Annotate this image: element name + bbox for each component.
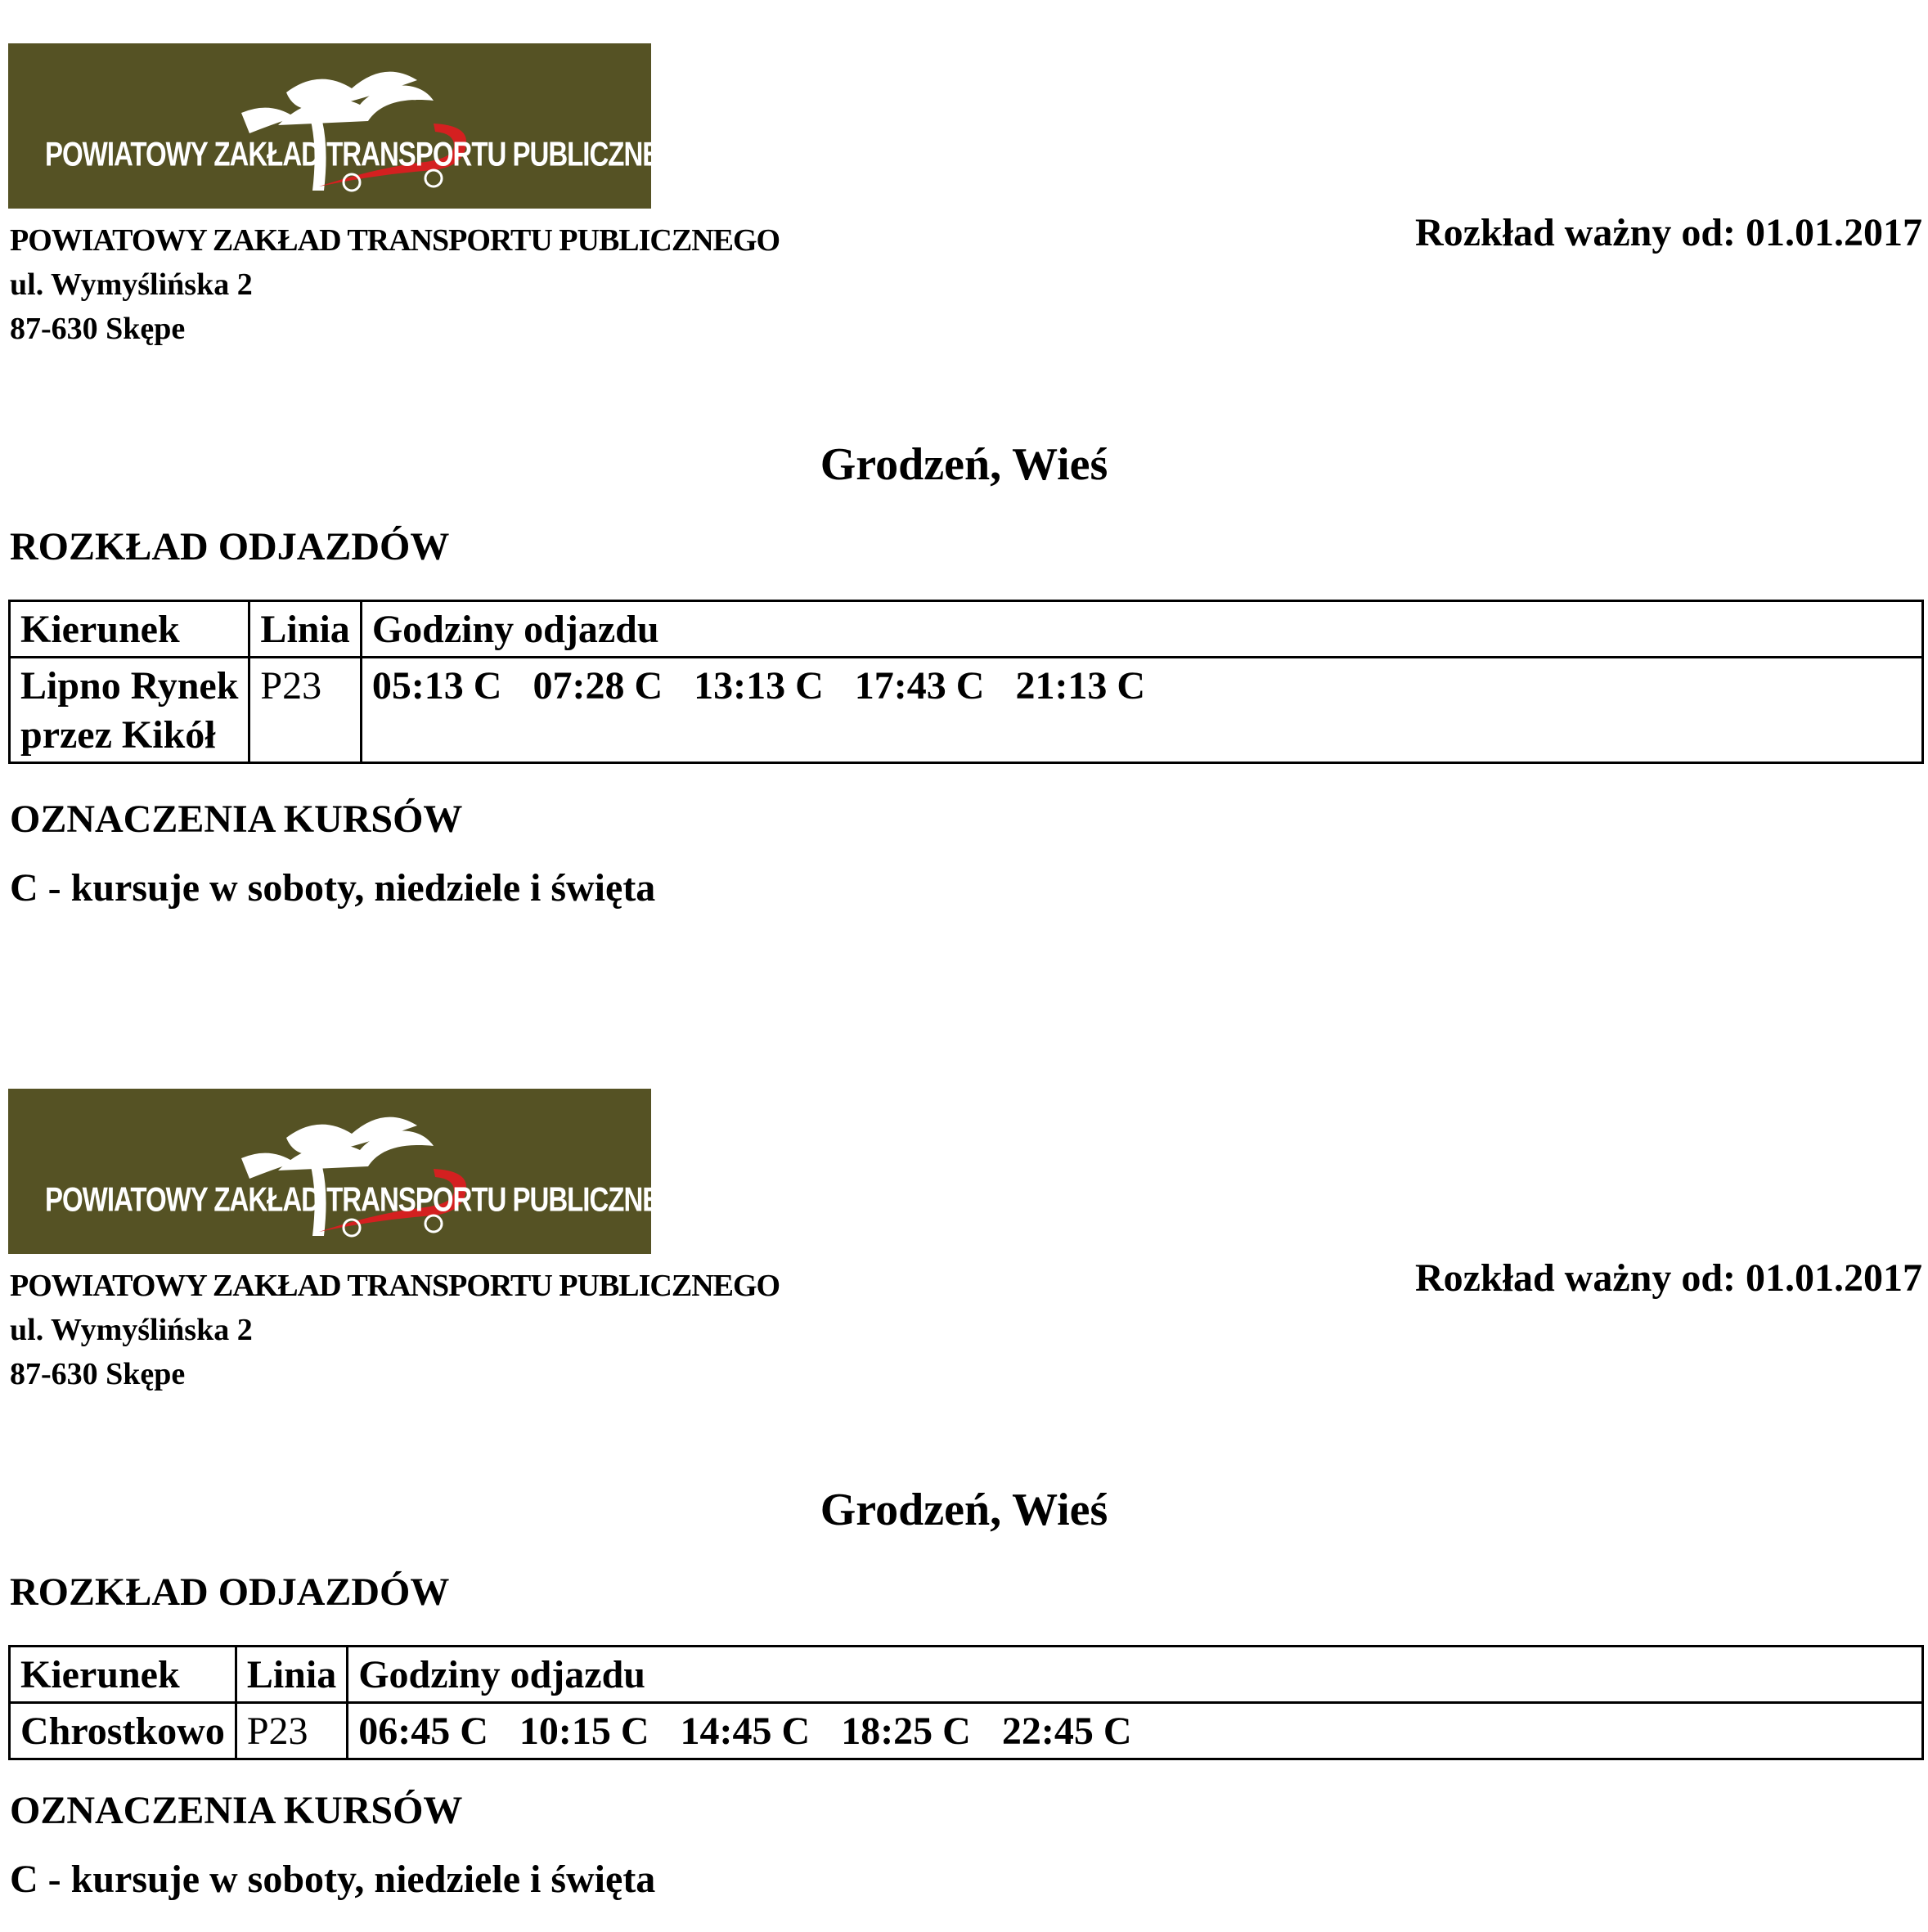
times-cell [361, 658, 1922, 763]
valid-from: Rozkład ważny od: 01.01.2017 [1414, 211, 1922, 254]
logo-text: POWIATOWY ZAKŁAD TRANSPORTU PUBLICZNEGO [45, 135, 700, 173]
departure-time: 13:13 C [694, 664, 824, 708]
departure-time: 05:13 C [371, 664, 502, 708]
direction-line-1: Lipno Rynek [20, 664, 239, 708]
mark-legend: C - kursuje w soboty, niedziele i święta [10, 866, 656, 910]
header-direction: Kierunek [10, 601, 249, 658]
header-line: Linia [249, 601, 361, 658]
stop-name: Grodzeń, Wieś [820, 439, 1108, 490]
company-street: ul. Wymyślińska 2 [10, 1313, 253, 1347]
header-times: Godziny odjazdu [348, 1647, 1923, 1703]
company-logo [8, 43, 700, 209]
tree-icon [8, 1089, 700, 1254]
table-row [10, 1703, 1923, 1759]
schedule-title: ROZKŁAD ODJAZDÓW [10, 525, 450, 568]
line-cell: P23 [249, 658, 361, 763]
company-street: ul. Wymyślińska 2 [10, 267, 253, 302]
table-header-row [10, 1647, 1923, 1703]
times-cell [348, 1703, 1923, 1759]
departure-time: 14:45 C [680, 1710, 811, 1753]
table-header-row [10, 601, 1923, 658]
mark-legend: C - kursuje w soboty, niedziele i święta [10, 1858, 656, 1901]
departure-time: 07:28 C [533, 664, 663, 708]
departures-table [8, 1645, 1924, 1760]
departure-time: 06:45 C [358, 1710, 488, 1753]
company-city: 87-630 Skępe [10, 312, 186, 346]
direction-cell [10, 658, 249, 763]
departure-time: 22:45 C [1001, 1710, 1132, 1753]
company-city: 87-630 Skępe [10, 1357, 186, 1391]
departure-time: 17:43 C [854, 664, 985, 708]
header-times: Godziny odjazdu [361, 601, 1922, 658]
company-name: POWIATOWY ZAKŁAD TRANSPORTU PUBLICZNEGO [10, 1269, 780, 1303]
departure-time: 18:25 C [841, 1710, 971, 1753]
marks-title: OZNACZENIA KURSÓW [10, 1789, 463, 1832]
marks-title: OZNACZENIA KURSÓW [10, 798, 463, 841]
valid-from: Rozkład ważny od: 01.01.2017 [1414, 1256, 1922, 1300]
departure-time: 10:15 C [519, 1710, 649, 1753]
company-name: POWIATOWY ZAKŁAD TRANSPORTU PUBLICZNEGO [10, 223, 780, 258]
stop-name: Grodzeń, Wieś [820, 1485, 1108, 1535]
company-address [10, 218, 780, 351]
line-cell: P23 [236, 1703, 347, 1759]
direction-cell [10, 1703, 236, 1759]
schedule-title: ROZKŁAD ODJAZDÓW [10, 1570, 450, 1614]
direction-line-1: Chrostkowo [20, 1710, 225, 1753]
company-address [10, 1264, 780, 1396]
logo-text: POWIATOWY ZAKŁAD TRANSPORTU PUBLICZNEGO [45, 1180, 700, 1219]
company-logo [8, 1089, 700, 1254]
direction-line-2: przez Kikół [20, 713, 216, 757]
header-direction: Kierunek [10, 1647, 236, 1703]
header-line: Linia [236, 1647, 347, 1703]
tree-icon [8, 43, 700, 209]
departures-table [8, 600, 1924, 764]
table-row [10, 658, 1923, 763]
departure-time: 21:13 C [1015, 664, 1146, 708]
